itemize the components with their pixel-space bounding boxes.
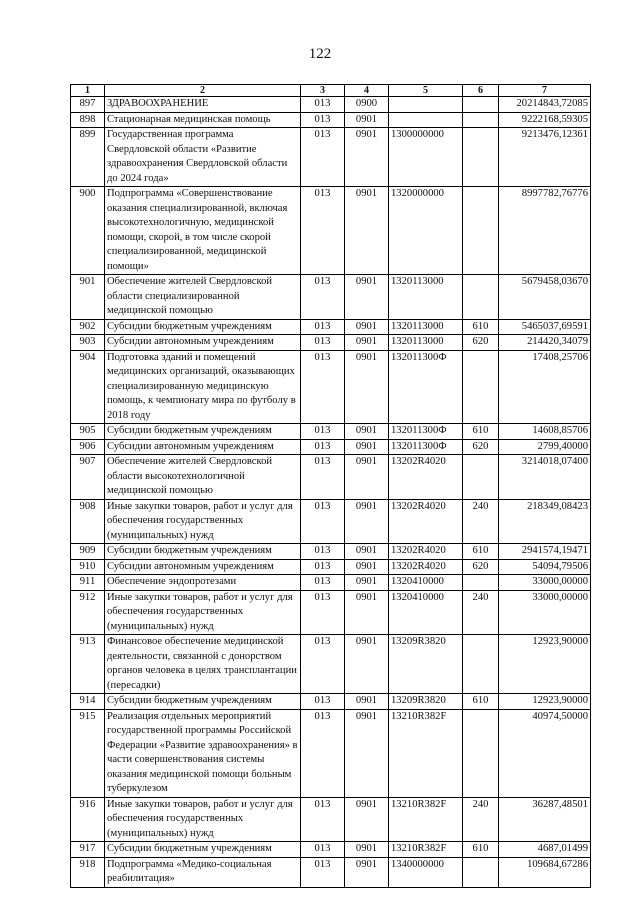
row-name: Субсидии автономным учреждениям	[105, 335, 301, 351]
row-code-3: 013	[301, 575, 345, 591]
row-number: 914	[71, 694, 105, 710]
row-expense-type	[463, 187, 499, 275]
row-target-code: 1340000000	[389, 857, 463, 887]
row-amount: 109684,67286	[499, 857, 591, 887]
row-name: Иные закупки товаров, работ и услуг для обеспечения государственных (муниципальных) нужд	[105, 499, 301, 544]
row-number: 911	[71, 575, 105, 591]
row-code-3: 013	[301, 97, 345, 113]
row-number: 915	[71, 709, 105, 797]
table-body	[71, 97, 591, 888]
row-expense-type	[463, 857, 499, 887]
table-row	[71, 424, 591, 440]
row-number: 906	[71, 439, 105, 455]
row-code-3: 013	[301, 335, 345, 351]
row-code-3: 013	[301, 842, 345, 858]
row-section-code: 0901	[345, 797, 389, 842]
table-row	[71, 187, 591, 275]
row-expense-type	[463, 635, 499, 694]
row-number: 917	[71, 842, 105, 858]
row-code-3: 013	[301, 694, 345, 710]
budget-table	[70, 84, 591, 888]
row-name: Субсидии бюджетным учреждениям	[105, 694, 301, 710]
column-header-4: 4	[345, 85, 389, 97]
row-target-code: 1320113000	[389, 335, 463, 351]
row-name: Подпрограмма «Совершенствование оказания специализированной, включая высокотехнологичную, медицинской помощи, скорой, в том числе скорой специализированной, медицинской помощи»	[105, 187, 301, 275]
row-section-code: 0901	[345, 544, 389, 560]
row-code-3: 013	[301, 455, 345, 500]
row-number: 909	[71, 544, 105, 560]
row-code-3: 013	[301, 128, 345, 187]
column-header-3: 3	[301, 85, 345, 97]
row-name: Стационарная медицинская помощь	[105, 112, 301, 128]
row-amount: 9213476,12361	[499, 128, 591, 187]
header-row	[71, 85, 591, 97]
table-row	[71, 499, 591, 544]
row-number: 908	[71, 499, 105, 544]
row-expense-type: 240	[463, 499, 499, 544]
row-target-code: 132011300Ф	[389, 350, 463, 424]
table-header	[71, 85, 591, 97]
row-amount: 8997782,76776	[499, 187, 591, 275]
row-number: 901	[71, 275, 105, 320]
row-name: ЗДРАВООХРАНЕНИЕ	[105, 97, 301, 113]
row-code-3: 013	[301, 424, 345, 440]
row-target-code: 13202R4020	[389, 559, 463, 575]
row-code-3: 013	[301, 350, 345, 424]
row-expense-type: 620	[463, 439, 499, 455]
row-target-code: 13210R382F	[389, 797, 463, 842]
row-section-code: 0901	[345, 590, 389, 635]
row-number: 910	[71, 559, 105, 575]
row-target-code: 13209R3820	[389, 694, 463, 710]
row-number: 903	[71, 335, 105, 351]
row-name: Иные закупки товаров, работ и услуг для обеспечения государственных (муниципальных) нужд	[105, 590, 301, 635]
row-code-3: 013	[301, 857, 345, 887]
row-amount: 218349,08423	[499, 499, 591, 544]
row-number: 918	[71, 857, 105, 887]
row-code-3: 013	[301, 319, 345, 335]
row-expense-type	[463, 350, 499, 424]
row-name: Обеспечение жителей Свердловской области высокотехнологичной медицинской помощью	[105, 455, 301, 500]
row-expense-type: 610	[463, 842, 499, 858]
row-section-code: 0901	[345, 694, 389, 710]
row-name: Реализация отдельных мероприятий государственной программы Российской Федерации «Развитие здравоохранения» в части совершенствования системы оказания медицинской помощи больным туберкулезом	[105, 709, 301, 797]
table-row	[71, 275, 591, 320]
row-expense-type: 610	[463, 424, 499, 440]
table-row	[71, 350, 591, 424]
row-expense-type	[463, 575, 499, 591]
row-amount: 214420,34079	[499, 335, 591, 351]
table-row	[71, 842, 591, 858]
row-target-code: 1320113000	[389, 319, 463, 335]
table-row	[71, 797, 591, 842]
row-amount: 2941574,19471	[499, 544, 591, 560]
row-number: 916	[71, 797, 105, 842]
row-section-code: 0901	[345, 559, 389, 575]
row-section-code: 0901	[345, 112, 389, 128]
row-name: Финансовое обеспечение медицинской деятельности, связанной с донорством органов человека в целях трансплантации (пересадки)	[105, 635, 301, 694]
row-expense-type: 240	[463, 590, 499, 635]
row-code-3: 013	[301, 275, 345, 320]
row-number: 902	[71, 319, 105, 335]
row-target-code: 13210R382F	[389, 709, 463, 797]
row-amount: 5465037,69591	[499, 319, 591, 335]
row-number: 913	[71, 635, 105, 694]
column-header-6: 6	[463, 85, 499, 97]
row-number: 897	[71, 97, 105, 113]
row-code-3: 013	[301, 797, 345, 842]
row-code-3: 013	[301, 635, 345, 694]
row-number: 899	[71, 128, 105, 187]
table-row	[71, 635, 591, 694]
row-amount: 33000,00000	[499, 575, 591, 591]
row-code-3: 013	[301, 709, 345, 797]
row-name: Субсидии бюджетным учреждениям	[105, 424, 301, 440]
row-name: Обеспечение жителей Свердловской области специализированной медицинской помощью	[105, 275, 301, 320]
row-amount: 5679458,03670	[499, 275, 591, 320]
row-target-code: 1320113000	[389, 275, 463, 320]
row-code-3: 013	[301, 559, 345, 575]
row-amount: 3214018,07400	[499, 455, 591, 500]
row-section-code: 0901	[345, 709, 389, 797]
row-expense-type: 240	[463, 797, 499, 842]
row-target-code: 1320410000	[389, 590, 463, 635]
table-row	[71, 319, 591, 335]
row-section-code: 0901	[345, 275, 389, 320]
row-amount: 20214843,72085	[499, 97, 591, 113]
row-target-code: 1320000000	[389, 187, 463, 275]
row-expense-type: 620	[463, 335, 499, 351]
column-header-7: 7	[499, 85, 591, 97]
row-number: 900	[71, 187, 105, 275]
row-amount: 36287,48501	[499, 797, 591, 842]
row-name: Субсидии бюджетным учреждениям	[105, 319, 301, 335]
row-expense-type: 610	[463, 319, 499, 335]
column-header-2: 2	[105, 85, 301, 97]
row-name: Субсидии бюджетным учреждениям	[105, 544, 301, 560]
row-section-code: 0901	[345, 499, 389, 544]
row-section-code: 0901	[345, 857, 389, 887]
row-section-code: 0901	[345, 335, 389, 351]
row-code-3: 013	[301, 439, 345, 455]
row-name: Подготовка зданий и помещений медицинских организаций, оказывающих специализированную медицинскую помощь, к чемпионату мира по футболу в 2018 году	[105, 350, 301, 424]
table-row	[71, 112, 591, 128]
row-amount: 2799,40000	[499, 439, 591, 455]
table-row	[71, 439, 591, 455]
row-expense-type	[463, 128, 499, 187]
row-name: Иные закупки товаров, работ и услуг для обеспечения государственных (муниципальных) нужд	[105, 797, 301, 842]
column-header-5: 5	[389, 85, 463, 97]
row-amount: 4687,01499	[499, 842, 591, 858]
row-section-code: 0901	[345, 455, 389, 500]
row-section-code: 0901	[345, 424, 389, 440]
row-expense-type	[463, 97, 499, 113]
row-target-code	[389, 112, 463, 128]
table-row	[71, 575, 591, 591]
row-section-code: 0901	[345, 842, 389, 858]
row-section-code: 0901	[345, 350, 389, 424]
row-target-code	[389, 97, 463, 113]
row-target-code: 1300000000	[389, 128, 463, 187]
row-section-code: 0901	[345, 187, 389, 275]
row-amount: 54094,79506	[499, 559, 591, 575]
row-amount: 17408,25706	[499, 350, 591, 424]
row-name: Субсидии бюджетным учреждениям	[105, 842, 301, 858]
row-section-code: 0901	[345, 319, 389, 335]
row-code-3: 013	[301, 112, 345, 128]
row-number: 904	[71, 350, 105, 424]
row-expense-type	[463, 455, 499, 500]
table-row	[71, 455, 591, 500]
row-expense-type	[463, 709, 499, 797]
row-expense-type: 620	[463, 559, 499, 575]
row-target-code: 13202R4020	[389, 544, 463, 560]
table-row	[71, 709, 591, 797]
row-amount: 12923,90000	[499, 694, 591, 710]
row-target-code: 1320410000	[389, 575, 463, 591]
row-target-code: 13209R3820	[389, 635, 463, 694]
row-number: 898	[71, 112, 105, 128]
table-row	[71, 335, 591, 351]
row-name: Государственная программа Свердловской области «Развитие здравоохранения Свердловской области до 2024 года»	[105, 128, 301, 187]
table-row	[71, 694, 591, 710]
row-section-code: 0900	[345, 97, 389, 113]
row-amount: 14608,85706	[499, 424, 591, 440]
row-expense-type	[463, 275, 499, 320]
row-number: 907	[71, 455, 105, 500]
row-name: Подпрограмма «Медико-социальная реабилитация»	[105, 857, 301, 887]
row-number: 912	[71, 590, 105, 635]
column-header-1: 1	[71, 85, 105, 97]
row-name: Субсидии автономным учреждениям	[105, 559, 301, 575]
row-section-code: 0901	[345, 575, 389, 591]
row-expense-type	[463, 112, 499, 128]
row-code-3: 013	[301, 499, 345, 544]
row-target-code: 132011300Ф	[389, 424, 463, 440]
page-number: 122	[308, 46, 332, 62]
row-section-code: 0901	[345, 128, 389, 187]
table-row	[71, 97, 591, 113]
row-number: 905	[71, 424, 105, 440]
table-row	[71, 590, 591, 635]
row-section-code: 0901	[345, 635, 389, 694]
row-target-code: 13210R382F	[389, 842, 463, 858]
table-row	[71, 857, 591, 887]
row-name: Субсидии автономным учреждениям	[105, 439, 301, 455]
row-code-3: 013	[301, 590, 345, 635]
row-expense-type: 610	[463, 694, 499, 710]
row-target-code: 13202R4020	[389, 455, 463, 500]
row-code-3: 013	[301, 544, 345, 560]
row-target-code: 13202R4020	[389, 499, 463, 544]
row-expense-type: 610	[463, 544, 499, 560]
row-name: Обеспечение эндопротезами	[105, 575, 301, 591]
row-amount: 40974,50000	[499, 709, 591, 797]
row-target-code: 132011300Ф	[389, 439, 463, 455]
table-row	[71, 544, 591, 560]
row-section-code: 0901	[345, 439, 389, 455]
row-amount: 9222168,59305	[499, 112, 591, 128]
table-row	[71, 559, 591, 575]
row-code-3: 013	[301, 187, 345, 275]
table-row	[71, 128, 591, 187]
row-amount: 33000,00000	[499, 590, 591, 635]
row-amount: 12923,90000	[499, 635, 591, 694]
